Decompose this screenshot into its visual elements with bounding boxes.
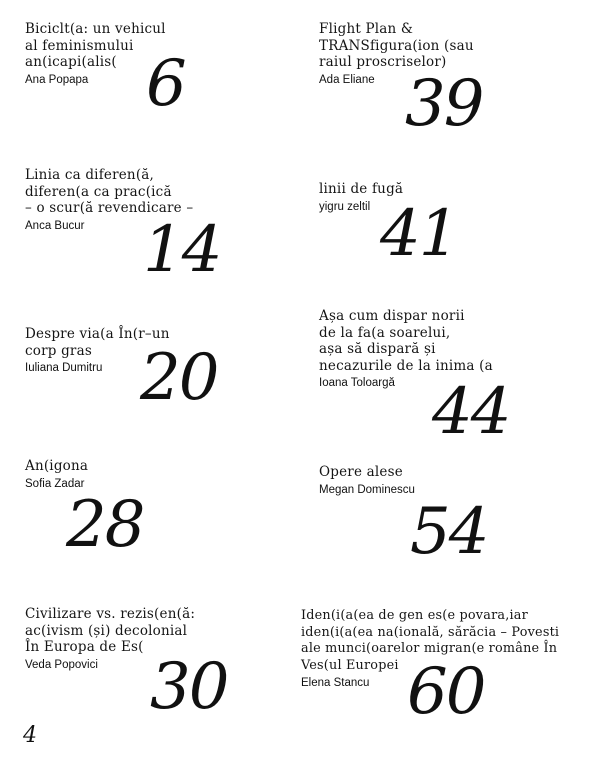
toc-entry-author: Ada Eliane <box>319 73 375 86</box>
toc-entry-page-number: 6 <box>146 47 185 121</box>
toc-entry-author: yigru zeltil <box>319 200 371 213</box>
toc-entry-page-number: 60 <box>407 655 485 729</box>
toc-entry-author: Veda Popovici <box>25 658 98 671</box>
toc-entry-page-number: 39 <box>405 67 483 141</box>
toc-entry-author: Ioana Toloargă <box>319 377 395 389</box>
toc-entry-author: Elena Stancu <box>301 677 370 689</box>
toc-entry-page-number: 14 <box>143 213 221 287</box>
toc-entry-title: linii de fugă <box>319 181 404 197</box>
toc-entry <box>25 458 285 491</box>
toc-entry-title: Așa cum dispar norii de la fa(a soarelui, așa să dispară și necazurile de la inima (a <box>319 308 493 374</box>
toc-entry <box>319 464 589 497</box>
page-number: 4 <box>23 723 37 748</box>
toc-entry-title: Despre via(a În(r–un corp gras <box>25 326 170 359</box>
toc-entry-page-number: 54 <box>410 495 488 569</box>
toc-entry-title: Iden(i(a(ea de gen es(e povara,iar iden(i(a(ea na(ională, sărăcia – Povesti ale munci(oarelor migran(e române În Ves(ul Europei <box>301 608 560 673</box>
toc-entry-title: An(igona <box>25 458 89 474</box>
toc-entry-page-number: 41 <box>380 197 458 271</box>
toc-entry-title: Flight Plan & TRANSfigura(ion (sau raiul proscriselor) <box>319 21 474 70</box>
toc-entry-page-number: 44 <box>432 375 510 449</box>
toc-entry-title: Civilizare vs. rezis(en(ă: ac(ivism (și) decolonial În Europa de Es( <box>25 606 196 655</box>
toc-entry-author: Anca Bucur <box>25 219 85 232</box>
toc-entry-title: Biciclt(a: un vehicul al feminismului an(icapi(alis( <box>25 21 166 70</box>
toc-entry-title: Opere alese <box>319 464 403 480</box>
toc-entry-author: Megan Dominescu <box>319 483 415 496</box>
toc-entry-page-number: 20 <box>140 341 218 415</box>
toc-entry-page-number: 28 <box>66 488 144 562</box>
toc-entry-page-number: 30 <box>150 650 228 724</box>
toc-entry-author: Ana Popapa <box>25 73 89 86</box>
toc-entry-title: Linia ca diferen(ă, diferen(a ca prac(ică – o scur(ă revendicare – <box>25 167 194 216</box>
toc-entry-author: Iuliana Dumitru <box>25 362 103 374</box>
toc-entry-author: Sofia Zadar <box>25 477 85 490</box>
